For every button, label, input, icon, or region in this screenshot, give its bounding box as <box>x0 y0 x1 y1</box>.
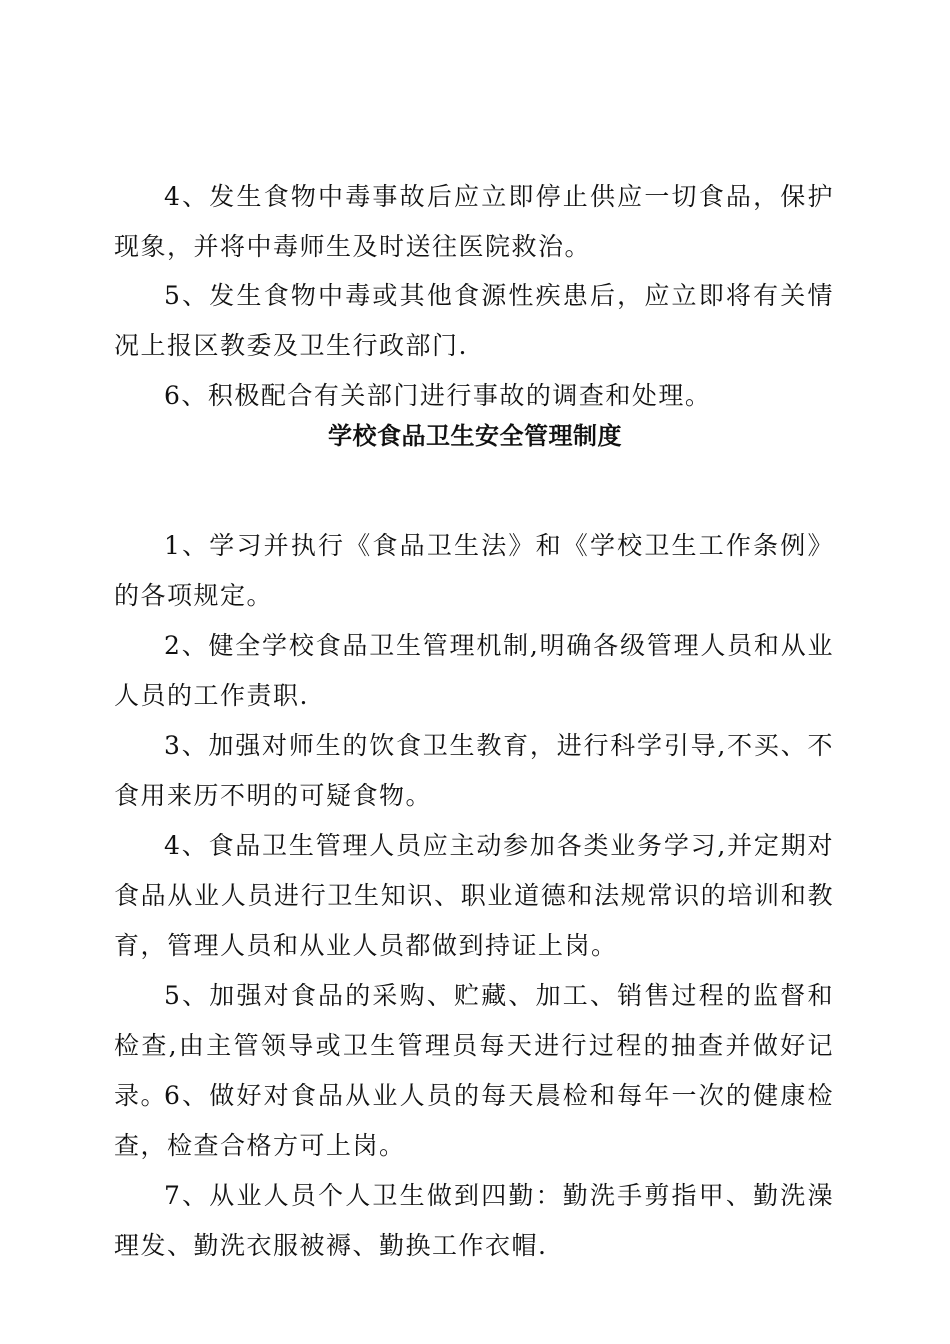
paragraph-prev-item-4: 4、发生食物中毒事故后应立即停止供应一切食品，保护现象，并将中毒师生及时送往医院救治。 <box>114 182 834 261</box>
paragraph-item-3: 3、加强对师生的饮食卫生教育，进行科学引导,不买、不食用来历不明的可疑食物。 <box>114 731 834 810</box>
paragraph-item-4: 4、食品卫生管理人员应主动参加各类业务学习,并定期对食品从业人员进行卫生知识、职业道德和法规常识的培训和教育，管理人员和从业人员都做到持证上岗。 <box>114 831 834 960</box>
paragraph-prev-item-6: 6、积极配合有关部门进行事故的调查和处理。 <box>164 381 712 410</box>
section-title: 学校食品卫生安全管理制度 <box>328 422 622 451</box>
paragraph-item-1: 1、学习并执行《食品卫生法》和《学校卫生工作条例》的各项规定。 <box>114 531 834 610</box>
paragraph-prev-item-5: 5、发生食物中毒或其他食源性疾患后，应立即将有关情况上报区教委及卫生行政部门. <box>114 281 834 360</box>
paragraph-item-2: 2、健全学校食品卫生管理机制,明确各级管理人员和从业人员的工作责职. <box>114 631 834 710</box>
paragraph-item-6: 6、做好对食品从业人员的每天晨检和每年一次的健康检查，检查合格方可上岗。 <box>114 1081 834 1160</box>
paragraph-item-7: 7、从业人员个人卫生做到四勤：勤洗手剪指甲、勤洗澡理发、勤洗衣服被褥、勤换工作衣帽. <box>114 1181 834 1260</box>
paragraph-item-5: 5、加强对食品的采购、贮藏、加工、销售过程的监督和检查,由主管领导或卫生管理员每天进行过程的抽查并做好记录。 <box>114 981 834 1110</box>
